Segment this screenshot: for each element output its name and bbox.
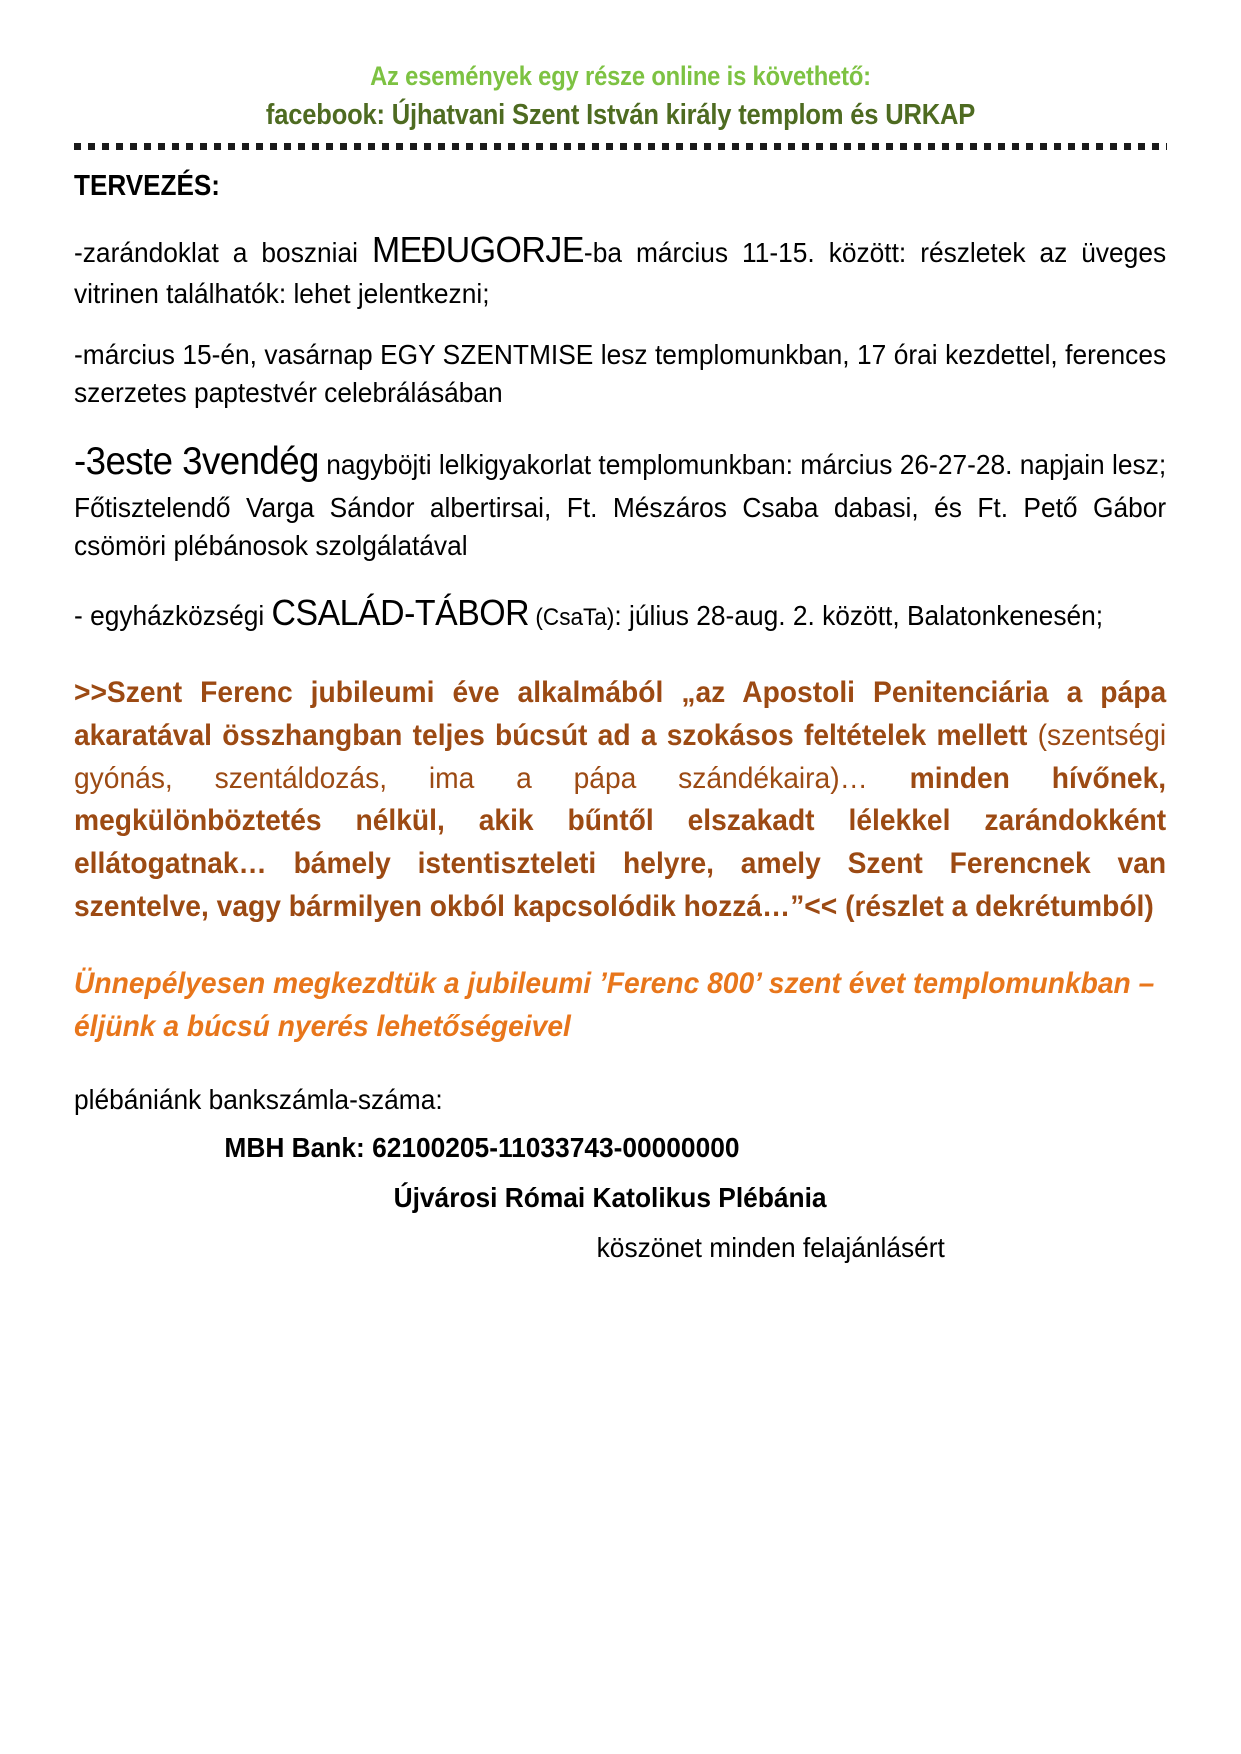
bank-account-label: plébániánk bankszámla-száma: xyxy=(74,1084,443,1116)
decree-part1: >>Szent Ferenc jubileumi éve alkalmából „az Apostoli Penitenciária a pápa akaratával összhangban teljes búcsút ad a szokásos feltételek mellett xyxy=(74,675,1167,752)
retreat-title: -3este 3vendég xyxy=(74,440,319,484)
pilgrimage-destination: MEĐUGORJE xyxy=(371,229,584,271)
header-block xyxy=(74,0,1167,136)
camp-lead: - egyházközségi xyxy=(74,600,272,632)
dotted-divider xyxy=(74,142,1167,150)
thanks-note: köszönet minden felajánlásért xyxy=(596,1232,945,1264)
retreat-rest: nagyböjti lelkigyakorlat templomunkban: március 26-27-28. napjain lesz; Főtisztelendő Varga Sándor albertirsai, Ft. Mészáros Csaba dabasi, és Ft. Pető Gábor csömöri plébánosok szolgálatával xyxy=(74,449,1167,562)
parish-name: Újvárosi Római Katolikus Plébánia xyxy=(393,1182,827,1214)
camp-rest: : július 28-aug. 2. között, Balatonkenesén; xyxy=(614,600,1104,632)
bank-account-number: MBH Bank: 62100205-11033743-00000000 xyxy=(224,1132,740,1164)
item-pilgrimage xyxy=(74,225,1166,313)
item-family-camp xyxy=(74,588,1166,638)
header-online-notice: Az események egy része online is követhető: xyxy=(370,61,871,91)
jubilee-note: Ünnepélyesen megkezdtük a jubileumi ’Ferenc 800’ szent évet templomunkban – éljünk a búcsú nyerés lehetőségeivel xyxy=(74,967,1155,1043)
camp-abbrev: (CsaTa) xyxy=(529,604,615,632)
header-facebook-line: facebook: Újhatvani Szent István király templom és URKAP xyxy=(265,99,976,132)
mass-text: -március 15-én, vasárnap EGY SZENTMISE lesz templomunkban, 17 órai kezdettel, ferences szerzetes paptestvér celebrálásában xyxy=(74,338,1167,409)
decree-conditions: (szentségi gyónás, szentáldozás, ima a pápa szándékaira)… xyxy=(74,718,1167,795)
decree-part3: minden hívőnek, megkülönböztetés nélkül, akik bűntől elszakadt lélekkel zarándokként ellátogatnak… bámely istentiszteleti helyre, amely Szent Ferencnek van szentelve, vagy bármilyen okból kapcsolódik hozzá…”<< (részlet a dekrétumból) xyxy=(74,761,1167,924)
pilgrimage-rest: -ba március 11-15. között: részletek az üveges vitrinen találhatók: lehet jelentkezni; xyxy=(74,237,1167,310)
decree-quote xyxy=(74,672,1166,929)
item-retreat xyxy=(74,435,1166,566)
section-title-tervezes: TERVEZÉS: xyxy=(74,170,220,203)
pilgrimage-lead: -zarándoklat a boszniai xyxy=(74,237,372,269)
item-mass xyxy=(74,336,1166,413)
camp-title: CSALÁD-TÁBOR xyxy=(271,592,530,634)
